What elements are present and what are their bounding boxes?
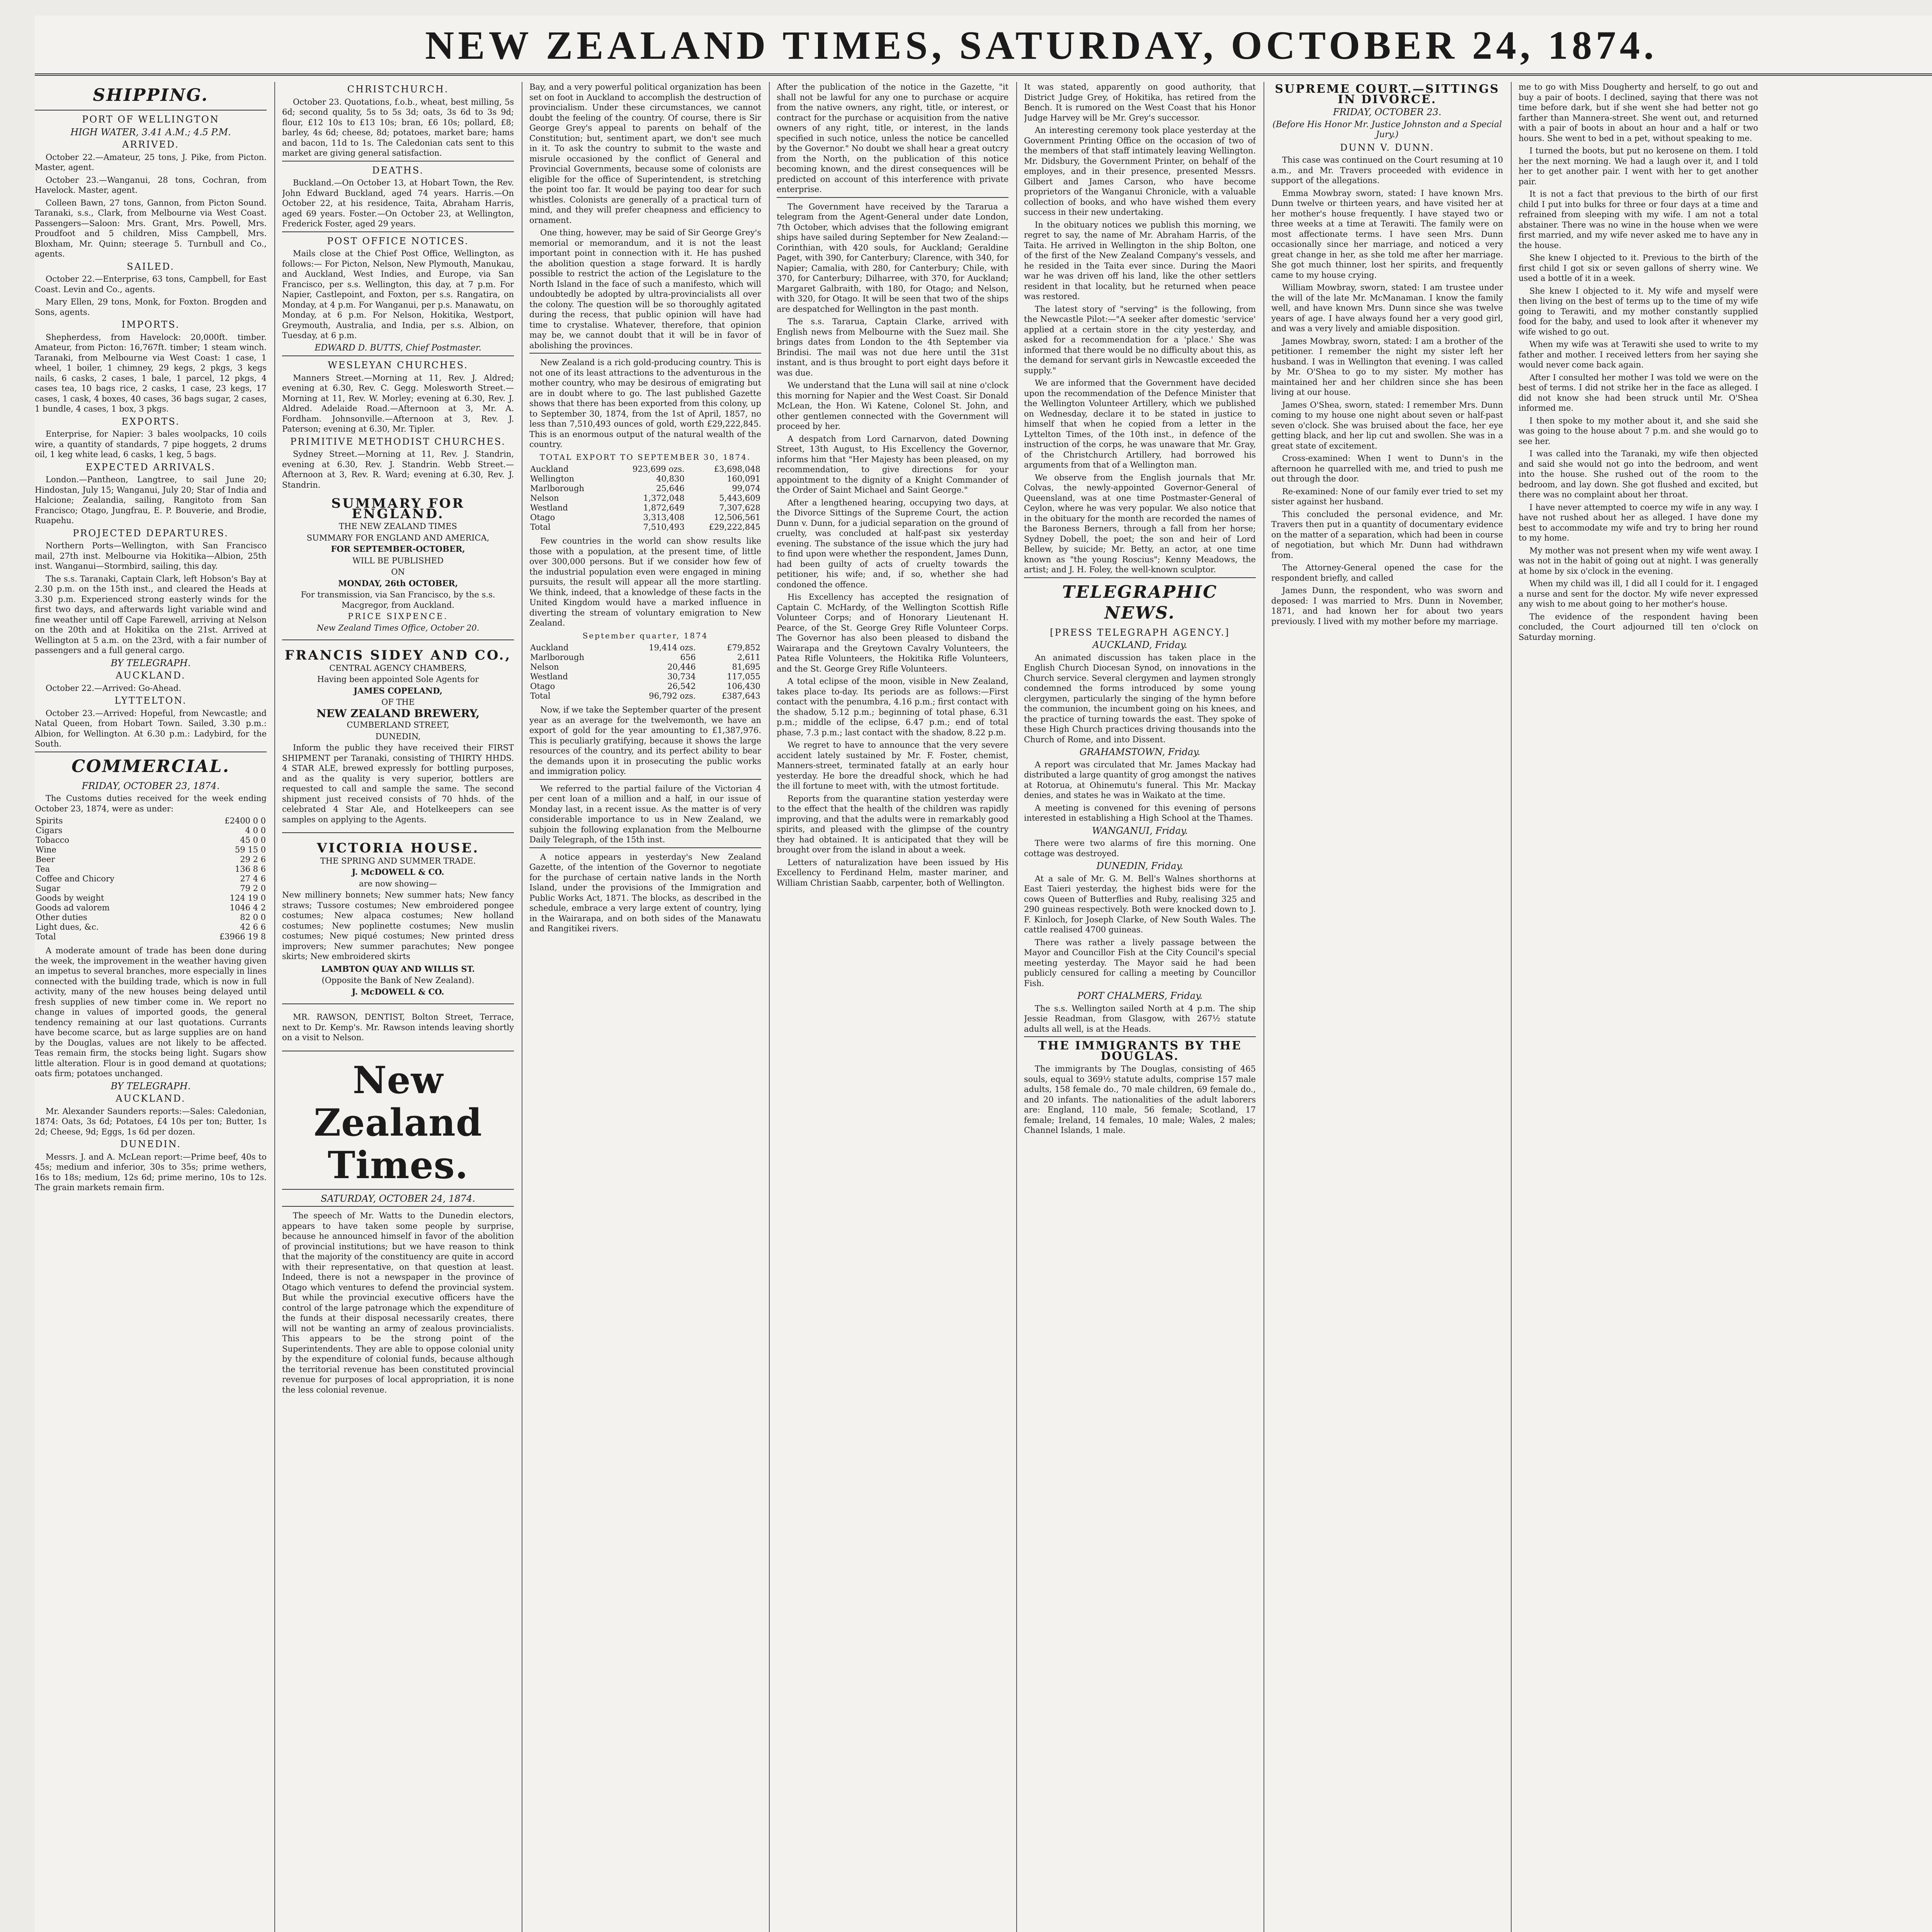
sailing: October 22.—Enterprise, 63 tons, Campbell, for East Coast. Levin and Co., agents.	[35, 274, 267, 294]
court-text: I then spoke to my mother about it, and she said she was going to the house about 7 p.m. and she would go to see her.	[1519, 416, 1758, 446]
table-value-cell: 30,734	[667, 672, 696, 681]
court-text: I turned the boots, but put no kerosene on them. I told her the next morning. We had a laugh over it, and I told her to get another pair. I went with her to get another pair.	[1519, 146, 1758, 186]
gold-row	[529, 474, 761, 484]
table-value-cell: 7,307,628	[719, 503, 760, 512]
table-value-cell: 82 0 0	[240, 913, 266, 922]
divider	[282, 231, 514, 232]
table-label-cell: Coffee and Chicory	[36, 874, 114, 883]
sidey-heading: FRANCIS SIDEY AND CO.,	[284, 648, 512, 663]
court-text: me to go with Miss Dougherty and herself, to go out and buy a pair of boots. I declined, saying that there was not time before dark, but if she went she had better not go farther than Mannera-street. She went out, and returned with a pair of boots in about an hour and a half or two hours. She went to bed in a pet, without speaking to me.	[1519, 82, 1758, 143]
column-4	[777, 82, 1009, 1932]
table-label-cell: Otago	[530, 513, 555, 522]
table-value-cell: 1,872,649	[643, 503, 685, 512]
imports-heading: IMPORTS.	[121, 319, 180, 330]
column-rule	[769, 82, 770, 1932]
duties-row	[35, 903, 267, 913]
immigrants-heading: THE IMMIGRANTS BY THE DOUGLAS.	[1038, 1039, 1242, 1063]
news-paragraph: Reports from the quarantine station yesterday were to the effect that the health of the children was rapidly improving, and that the adults were in remarkably good spirits, and pleased with the glimpse of the country they had obtained. It is anticipated that they will be brought over from the island in about a week.	[777, 794, 1009, 854]
commercial-heading: COMMERCIAL.	[71, 756, 230, 776]
sidey-line: JAMES COPELAND,	[354, 685, 442, 696]
table-value-cell: £3,698,048	[714, 464, 760, 474]
table-value-cell: £79,852	[727, 643, 760, 652]
table-value-cell: 79 2 0	[240, 884, 266, 893]
table-label-cell: Marlborough	[530, 653, 585, 662]
gold-row	[529, 513, 761, 522]
news-paragraph: After the publication of the notice in the Gazette, "it shall not be lawful for any one to purchase or acquire from the native owners, any right, title, or interest, or contract for the purchase or acquisition from the native owners of any right, title, or interest, in the lands specified in such notice, unless the notice be cancelled by the Governor." No doubt we shall hear a great outcry from the North, on the publication of this notice becoming known, and the direst consequences will be predicted on account of this interference with private enterprise.	[777, 82, 1009, 194]
shipping-narrative: The s.s. Taranaki, Captain Clark, left Hobson's Bay at 2.30 p.m. on the 15th inst., and cleared the Heads at 3.30 p.m. Experienced strong easterly winds for the first two days, and afterwards light variable wind and fine weather until off Cape Farewell, arriving at Nelson on the 20th and at Hokitika on the 21st. Arrived at Wellington at 5 a.m. on the 23rd, with a fair number of passengers and a full general cargo.	[35, 574, 267, 655]
quarter-row	[529, 672, 761, 682]
summary-line: For transmission, via San Francisco, by the s.s. Macgregor, from Auckland.	[301, 590, 495, 610]
divider	[282, 1206, 514, 1207]
shipping-heading: SHIPPING.	[93, 85, 209, 105]
news-paragraph: We observe from the English journals that Mr. Colvas, the newly-appointed Governor-General of Queensland, was at one time Postmaster-General of Ceylon, where he was very popular. We also notice that in the obituary for the month are recorded the names of the Baroness Berners, through a fall from her horse; Sydney Dobell, the poet; the son and heir of Lord Bellew, by suicide; Mr. Betty, an actor, at one time known as "the young Roscius"; Kenny Meadows, the artist; and J. H. Foley, the well-known sculptor.	[1024, 473, 1256, 574]
table-label-cell: Marlborough	[530, 484, 585, 493]
telegraph-heading-2: BY TELEGRAPH.	[111, 1080, 191, 1092]
duties-row	[35, 932, 267, 942]
table-value-cell: 3,313,408	[643, 513, 685, 522]
christchurch-heading: CHRISTCHURCH.	[347, 84, 449, 95]
duties-row	[35, 884, 267, 893]
commercial-intro: The Customs duties received for the week ending October 23, 1874, were as under:	[35, 794, 267, 813]
court-text: My mother was not present when my wife went away. I was not in the habit of going out at night. I was generally at home by six o'clock in the evening.	[1519, 546, 1758, 576]
court-date: FRIDAY, OCTOBER 23.	[1333, 107, 1442, 117]
sailing: Mary Ellen, 29 tons, Monk, for Foxton. Brogden and Sons, agents.	[35, 297, 267, 317]
table-label-cell: Westland	[530, 672, 568, 681]
court-text: James Mowbray, sworn, stated: I am a brother of the petitioner. I remember the night my sister left her husband. I was in Wellington that evening. I was called by Mr. O'Shea to go to my sister. My mother has maintained her and her children since she has been living at our house.	[1271, 336, 1503, 397]
table-label-cell: Total	[36, 932, 56, 941]
sidey-line: DUNEDIN,	[375, 731, 421, 741]
post-office-text: Mails close at the Chief Post Office, Wellington, as follows:— For Picton, Nelson, New Plymouth, Manukau, and Auckland, West Indies, and Europe, via San Francisco, per s.s. Wellington, this day, at 7 p.m. For Napier, Castlepoint, and Foxton, per s.s. Rangatira, on Monday, at 4 p.m. For Wanganui, per p.s. Manawatu, on Monday, at 6 p.m. For Nelson, Hokitika, Westport, Greymouth, Australia, and India, per s.s. Albion, on Tuesday, at 6 p.m.	[282, 249, 514, 340]
court-text: Cross-examined: When I went to Dunn's in the afternoon he quarrelled with me, and tried to push me out through the door.	[1271, 454, 1503, 483]
telegraphic-sub: [PRESS TELEGRAPH AGENCY.]	[1050, 627, 1230, 638]
projected-heading: PROJECTED DEPARTURES.	[73, 527, 229, 539]
court-text: The Attorney-General opened the case for the respondent briefly, and called	[1271, 563, 1503, 583]
quarter-row	[529, 662, 761, 672]
gold-row	[529, 493, 761, 503]
sidey-line: NEW ZEALAND BREWERY,	[316, 707, 480, 720]
victoria-line: J. McDOWELL & CO.	[352, 986, 444, 997]
telegraphic-text: At a sale of Mr. G. M. Bell's Walnes shorthorns at East Taieri yesterday, the highest bids were for the cows Queen of Butterflies and Ruby, realising 325 and 290 guineas respectively. Both were knocked down to J. F. Kinloch, for Joseph Clarke, of New South Wales. The cattle realised 4700 guineas.	[1024, 874, 1256, 934]
table-label-cell: Other duties	[36, 913, 87, 922]
sidey-line: OF THE	[381, 697, 415, 707]
telegraphic-text: There was rather a lively passage between the Mayor and Councillor Fish at the City Council's special meeting yesterday. The Mayor said he had been publicly censured for calling a meeting by Councillor Fish.	[1024, 937, 1256, 988]
court-text: When my child was ill, I did all I could for it. I engaged a nurse and sent for the doctor. My wife never expressed any wish to me about going to her mother's house.	[1519, 579, 1758, 609]
news-paragraph: An interesting ceremony took place yesterday at the Government Printing Office on the occasion of two of the members of that staff intimately leaving Wellington. Mr. Didsbury, the Government Printer, on behalf of the employes, and in their presence, presented Messrs. Gilbert and James Carson, who have become proprietors of the Wanganui Chronicle, with a valuable collection of books, and who have wished them every success in their new undertaking.	[1024, 126, 1256, 217]
table-value-cell: 19,414 ozs.	[649, 643, 696, 652]
court-text: I was called into the Taranaki, my wife then objected and said she would not go into the bedroom, and went into the house. She rushed out of the room to the bedroom, and lay down. She got flushed and excited, but there was no complaint about her throat.	[1519, 449, 1758, 499]
masthead	[35, 15, 1932, 76]
summary-line: New Zealand Times Office, October 20.	[316, 623, 480, 633]
table-label-cell: Total	[530, 691, 551, 701]
telegraphic-text: The s.s. Wellington sailed North at 4 p.m. The ship Jessie Readman, from Glasgow, with 267½ statute adults all well, is at the Heads.	[1024, 1003, 1256, 1034]
table-label-cell: Nelson	[530, 662, 559, 672]
deaths-text: Buckland.—On October 13, at Hobart Town, the Rev. John Edward Buckland, aged 74 years. Harris.—On October 22, at his residence, Taita, Abraham Harris, aged 69 years. Foster.—On October 23, at Wellington, Frederick Foster, aged 29 years.	[282, 178, 514, 228]
news-paragraph: Letters of naturalization have been issued by His Excellency to Ferdinand Helm, master mariner, and William Christian Saabb, carpenter, both of Wellington.	[777, 857, 1009, 888]
duties-row	[35, 816, 267, 826]
post-office-signature: EDWARD D. BUTTS, Chief Postmaster.	[315, 343, 481, 353]
dunedin-text: Messrs. J. and A. McLean report:—Prime beef, 40s to 45s; medium and inferior, 30s to 35s; prime wethers, 16s to 18s; medium, 12s 6d; prime merino, 10s to 12s. The grain markets remain firm.	[35, 1152, 267, 1192]
table-value-cell: 2,611	[737, 653, 760, 662]
court-heading: SUPREME COURT.—SITTINGS IN DIVORCE.	[1275, 82, 1500, 106]
commercial-text: A moderate amount of trade has been done during the week, the improvement in the weather having given an impetus to several branches, more especially in lines connected with the building trade, which is now in full activity, many of the new houses being delayed until fresh supplies of new timber come in. We report no change in values of imported goods, the general tendency remaining at our last quotations. Currants have become scarce, but as large supplies are on hand by the Douglas, values are not likely to be affected. Teas remain firm, the stocks being light. Sugars show little alteration. Flour is in good demand at quotations; oats firm; potatoes unchanged.	[35, 946, 267, 1078]
victoria-heading: VICTORIA HOUSE.	[316, 840, 480, 856]
masthead-title: NEW ZEALAND TIMES, SATURDAY, OCTOBER 24, 1874.	[425, 23, 1658, 68]
column-5	[1024, 82, 1256, 1932]
exports-text: Enterprise, for Napier: 3 bales woolpacks, 10 coils wire, a quantity of standards, 7 pipe hoggets, 2 drums oil, 1 keg white lead, 6 casks, 1 keg, 5 bags.	[35, 429, 267, 459]
sailed-heading: SAILED.	[127, 261, 175, 272]
court-text: When my wife was at Terawiti she used to write to my father and mother. I received letters from her saying she would never come back again.	[1519, 340, 1758, 369]
divider	[529, 353, 761, 354]
arrival: October 22.—Amateur, 25 tons, J. Pike, from Picton. Master, agent.	[35, 152, 267, 172]
gold-row	[529, 464, 761, 474]
news-paragraph: The Government have received by the Tararua a telegram from the Agent-General under date London, 7th October, which advises that the following emigrant ships have sailed during September for New Zealand:—Corinthian, with 420 souls, for Auckland; Geraldine Paget, with 390, for Canterbury; Clarence, with 340, for Napier; Camalia, with 280, for Canterbury; Chile, with 370, for Canterbury; Dilharree, with 370, for Auckland; Margaret Galbraith, with 180, for Otago; and Nelson, with 320, for Otago. It will be seen that two of the ships are despatched for Wellington in the past month.	[777, 202, 1009, 314]
table-label-cell: Cigars	[36, 826, 63, 835]
telegraphic-dateline: GRAHAMSTOWN, Friday.	[1079, 747, 1201, 757]
summary-line: MONDAY, 26th OCTOBER,	[338, 578, 458, 588]
table-value-cell: 99,074	[732, 484, 760, 493]
news-paragraph: We understand that the Luna will sail at nine o'clock this morning for Napier and the West Coast. Sir Donald McLean, the Hon. Wi Katene, Colonel St. John, and other gentlemen connected with the Government will proceed by her.	[777, 381, 1009, 431]
table-value-cell: 106,430	[727, 682, 760, 691]
sidey-line: CUMBERLAND STREET,	[347, 720, 449, 730]
expected-heading: EXPECTED ARRIVALS.	[85, 461, 216, 473]
column-6	[1271, 82, 1503, 1932]
divider	[1024, 577, 1256, 578]
victoria-list: New millinery bonnets; New summer hats; New fancy straws; Tussore costumes; New embroidered pongee costumes; New alpaca costumes; New holland costumes; New poplinette costumes; New muslin costumes; New piqué costumes; New printed dress improvers; New summer parachutes; New pongee skirts; New embroidered skirts	[282, 890, 514, 961]
duties-row	[35, 922, 267, 932]
wesleyan-heading: WESLEYAN CHURCHES.	[328, 360, 468, 371]
duties-row	[35, 874, 267, 884]
table-label-cell: Beer	[36, 855, 55, 864]
gold-export-table	[529, 464, 761, 532]
telegraphic-text: A report was circulated that Mr. James Mackay had distributed a large quantity of grog amongst the natives at Rotorua, at Ohinemutu's funeral. This Mr. Mackay denies, and states he was in Waikato at the time.	[1024, 760, 1256, 800]
deaths-heading: DEATHS.	[372, 165, 424, 176]
quarter-row	[529, 691, 761, 701]
quarter-row	[529, 682, 761, 691]
table-value-cell: 25,646	[656, 484, 685, 493]
editorial-text: The speech of Mr. Watts to the Dunedin electors, appears to have taken some people by surprise, because he announced himself in favor of the abolition of provincial institutions; but we have reason to think that the majority of the constituency are quite in accord with their representative, on that question at least. Indeed, there is not a newspaper in the province of Otago which ventures to defend the provincial system. But while the provincial executive officers have the control of the large patronage which the expenditure of the funds at their disposal necessarily creates, there will not be wanting an army of zealous provincialists. This appears to be the strong point of the Superintendents. They are able to oppose colonial unity by the expenditure of colonial funds, because although the territorial revenue has been constituted provincial revenue for purposes of local appropriation, it is none the less colonial revenue.	[282, 1211, 514, 1395]
summary-price: PRICE SIXPENCE.	[348, 612, 448, 621]
news-paragraph: It was stated, apparently on good authority, that District Judge Grey, of Hokitika, has retired from the Bench. It is rumored on the West Coast that his Honor Judge Harvey will be Mr. Grey's successor.	[1024, 82, 1256, 122]
table-value-cell: 117,055	[727, 672, 760, 681]
table-value-cell: 42 6 6	[240, 922, 266, 932]
victoria-line: are now showing—	[359, 879, 437, 888]
table-value-cell: 160,091	[727, 474, 760, 483]
rawson-text: MR. RAWSON, DENTIST, Bolton Street, Terrace, next to Dr. Kemp's. Mr. Rawson intends leaving shortly on a visit to Nelson.	[282, 1012, 514, 1042]
divider	[35, 110, 267, 111]
table-label-cell: Sugar	[36, 884, 60, 893]
lyttelton-text: October 23.—Arrived: Hopeful, from Newcastle; and Natal Queen, from Hobart Town. Sailed, 3.30 p.m.: Albion, for Wellington. At 6.30 p.m.: Ladybird, for the South.	[35, 708, 267, 748]
duties-table	[35, 816, 267, 942]
table-value-cell: £2400 0 0	[224, 816, 266, 825]
summary-line: THE NEW ZEALAND TIMES	[339, 522, 457, 531]
table-value-cell: 59 15 0	[235, 845, 266, 854]
columns	[35, 82, 1932, 1932]
column-rule	[1511, 82, 1512, 1932]
auckland-market-text: Mr. Alexander Saunders reports:—Sales: Caledonian, 1874: Oats, 3s 6d; Potatoes, £4 10s per ton; Butter, 1s 2d; Cheese, 9d; Eggs, 1s 6d per dozen.	[35, 1106, 267, 1136]
court-text: William Mowbray, sworn, stated: I am trustee under the will of the late Mr. McManaman. I know the family well, and have known Mrs. Dunn since she was twelve years of age. I have always found her a very good girl, and was a very lively and amiable disposition.	[1271, 283, 1503, 333]
column-3	[529, 82, 761, 1932]
commercial-date: FRIDAY, OCTOBER 23, 1874.	[82, 780, 220, 791]
court-text: After I consulted her mother I was told we were on the best of terms. I did not strike her in the face as alleged. I did not know she had been struck until Mr. O'Shea informed me.	[1519, 372, 1758, 413]
telegraphic-dateline: WANGANUI, Friday.	[1092, 825, 1188, 836]
table-label-cell: Auckland	[530, 464, 569, 474]
telegraphic-dateline: AUCKLAND, Friday.	[1092, 639, 1187, 650]
telegraphic-dateline: PORT CHALMERS, Friday.	[1077, 990, 1203, 1001]
table-label-cell: Total	[530, 522, 551, 532]
court-text: It is not a fact that previous to the birth of our first child I put into bulks for three or four days at a time and refrained from sleeping with my wife. I am not a total abstainer. There was no wine in the house when we were first married, and my wife never asked me to have any in the house.	[1519, 189, 1758, 250]
editorial-text: Few countries in the world can show results like those with a population, at the present time, of little over 300,000 persons. But if we consider how few of the industrial population even were engaged in mining pursuits, the result will appear all the more startling. We think, indeed, that a knowledge of these facts in the United Kingdom would have a marked influence in diverting the stream of voluntary emigration to New Zealand.	[529, 536, 761, 628]
divider	[529, 847, 761, 848]
court-text: Emma Mowbray sworn, stated: I have known Mrs. Dunn twelve or thirteen years, and have visited her at her mother's house frequently. I have stayed two or three weeks at a time at Terawiti. The family were on most affectionate terms. I have seen Mrs. Dunn occasionally since her marriage, and noticed a very great change in her, as she told me after her marriage. She got much thinner, lost her spirits, and frequently came to my house crying.	[1271, 188, 1503, 280]
exports-heading: EXPORTS.	[121, 416, 180, 427]
table-label-cell: Nelson	[530, 493, 559, 503]
court-text: Re-examined: None of our family ever tried to set my sister against her husband.	[1271, 486, 1503, 506]
auckland-heading-2: AUCKLAND.	[116, 1093, 186, 1104]
table-label-cell: Wellington	[530, 474, 575, 483]
port-heading: PORT OF WELLINGTON	[82, 114, 219, 125]
table-label-cell: Goods by weight	[36, 893, 104, 903]
victoria-line: (Opposite the Bank of New Zealand).	[321, 976, 474, 985]
primitive-heading: PRIMITIVE METHODIST CHURCHES.	[290, 436, 506, 447]
summary-heading: SUMMARY FOR ENGLAND.	[331, 496, 465, 522]
editorial-text: One thing, however, may be said of Sir George Grey's memorial or memorandum, and it is not the least important point in connection with it. He has pushed the abolition question a stage forward. It is hardly possible to restrict the action of the Legislature to the North Island in the face of such a manifesto, which will undoubtedly be adopted by ultra-provincialists all over the colony. The question will be so thoroughly agitated during the recess, that public opinion will have had time to crystalise. Whatever, therefore, that opinion may be, we cannot doubt that it will be in favor of abolishing the provinces.	[529, 228, 761, 350]
table-value-cell: 81,695	[732, 662, 760, 672]
summary-line: FOR SEPTEMBER-OCTOBER,	[331, 544, 465, 554]
victoria-line: THE SPRING AND SUMMER TRADE.	[320, 856, 476, 866]
news-paragraph: A total eclipse of the moon, visible in New Zealand, takes place to-day. Its periods are as follows:—First contact with the penumbra, 4.16 p.m.; first contact with the shadow, 5.12 p.m.; beginning of total phase, 6.31 p.m.; middle of the eclipse, 6.47 p.m.; end of total phase, 7.3 p.m.; last contact with the shadow, 8.22 p.m.	[777, 677, 1009, 737]
sidey-advert	[282, 644, 514, 833]
table-value-cell: 124 19 0	[230, 893, 266, 903]
quarter-row	[529, 653, 761, 662]
summary-advert	[282, 492, 514, 640]
table-label-cell: Tea	[36, 864, 50, 874]
table-label-cell: Otago	[530, 682, 555, 691]
duties-row	[35, 864, 267, 874]
table-value-cell: 1046 4 2	[230, 903, 266, 912]
column-2	[282, 82, 514, 1932]
editorial-text: Now, if we take the September quarter of the present year as an average for the twelvemonth, we have an export of gold for the year amounting to £1,387,976. This is peculiarly gratifying, because it shows the large resources of the country, and its perfect ability to bear the demands upon it in prosecuting the public works and immigration policy.	[529, 705, 761, 776]
duties-row	[35, 826, 267, 835]
table-value-cell: 12,506,561	[714, 513, 760, 522]
table-value-cell: 96,792 ozs.	[649, 691, 696, 701]
summary-line: ON	[391, 567, 405, 577]
arrival: Colleen Bawn, 27 tons, Gannon, from Picton Sound. Taranaki, s.s., Clark, from Melbourne via West Coast. Passengers—Saloon: Mrs. Grant, Mrs. Powell, Mrs. Proudfoot and 5 children, Miss Campbell, Mrs. Bloxham, Mr. Quinn; steerage 5. Turnbull and Co., agents.	[35, 198, 267, 259]
projected-text: Northern Ports—Wellington, with San Francisco mail, 27th inst. Melbourne via Hokitika—Albion, 25th inst. Wanganui—Stormbird, sailing, this day.	[35, 541, 267, 571]
sidey-line: Having been appointed Sole Agents for	[317, 675, 479, 684]
court-text: She knew I objected to it. Previous to the birth of the first child I got six or seven gallons of sherry wine. We used a bottle of it in a week.	[1519, 253, 1758, 283]
table-label-cell: Wine	[36, 845, 56, 854]
telegraphic-text: There were two alarms of fire this morning. One cottage was destroyed.	[1024, 838, 1256, 858]
court-text: James Dunn, the respondent, who was sworn and deposed: I was married to Mrs. Dunn in November, 1871, and had known her for about two years previously. I lived with my mother before my marriage.	[1271, 586, 1503, 626]
nameplate: New Zealand Times.	[314, 1058, 482, 1187]
news-paragraph: After a lengthened hearing, occupying two days, at the Divorce Sittings of the Supreme Court, the action Dunn v. Dunn, for a judicial separation on the ground of cruelty, was concluded at half-past six yesterday evening. The substance of the issue which the jury had to find upon were whether the respondent, James Dunn, had been guilty of acts of cruelty towards the petitioner, his wife; and, if so, whether she had condoned the offence.	[777, 498, 1009, 589]
table-label-cell: Goods ad valorem	[36, 903, 110, 912]
column-rule	[274, 82, 275, 1932]
primitive-text: Sydney Street.—Morning at 11, Rev. J. Standrin, evening at 6.30, Rev. J. Standrin. Webb Street.—Afternoon at 3, Rev. R. Ward; evening at 6.30, Rev. J. Standrin.	[282, 449, 514, 490]
rawson-advert	[282, 1008, 514, 1051]
duties-row	[35, 845, 267, 855]
duties-row	[35, 855, 267, 864]
telegraph-heading: BY TELEGRAPH.	[111, 657, 191, 668]
christchurch-text: October 23. Quotations, f.o.b., wheat, best milling, 5s 6d; second quality, 5s to 5s 3d; oats, 3s 6d to 3s 9d; flour, £12 10s to £13 10s; bran, £6 10s; pollard, £8; barley, 4s 6d; cheese, 8d; potatoes, market bare; hams and bacon, 11d to 1s. The Caledonian cats sent to this market are giving general satisfaction.	[282, 97, 514, 158]
gold-row	[529, 503, 761, 513]
expected-text: London.—Pantheon, Langtree, to sail June 20; Hindostan, July 15; Wanganui, July 20; Star of India and Halcione; Zealandia, sailing, Rangitoto from San Francisco; Otago, Jungfrau, E. P. Bouverie, and Brodie, Ruapehu.	[35, 475, 267, 525]
telegraphic-text: A meeting is convened for this evening of persons interested in establishing a High School at the Thames.	[1024, 803, 1256, 823]
news-paragraph: His Excellency has accepted the resignation of Captain C. McHardy, of the Wellington Scottish Rifle Volunteer Corps; and of Honorary Lieutenant H. Pearce, of the St. George Grey Rifle Volunteer Corps. The Governor has also been pleased to disband the Wairarapa and the Greytown Cavalry Volunteers, the Patea Rifle Volunteers, the Hokitika Rifle Volunteers, and the St. George Grey Rifle Volunteers.	[777, 592, 1009, 673]
editorial-dateline: SATURDAY, OCTOBER 24, 1874.	[321, 1193, 475, 1204]
telegraphic-heading: TELEGRAPHIC NEWS.	[1062, 582, 1218, 623]
post-office-heading: POST OFFICE NOTICES.	[327, 235, 469, 247]
summary-line: WILL BE PUBLISHED	[352, 556, 444, 565]
column-1	[35, 82, 267, 1932]
quarter-export-table	[529, 643, 761, 701]
wesleyan-text: Manners Street.—Morning at 11, Rev. J. Aldred; evening at 6.30, Rev. C. Gegg. Molesworth Street.—Morning at 11, Rev. W. Morley; evening at 6.30, Rev. J. Aldred. Adelaide Road.—Afternoon at 3, Mr. A. Fordham. Johnsonville.—Afternoon at 3, Rev. J. Paterson; evening at 6.30, Mr. Tipler.	[282, 373, 514, 434]
imports-text: Shepherdess, from Havelock: 20,000ft. timber. Amateur, from Picton: 16,767ft. timber; 1 steam winch. Taranaki, from Melbourne via West Coast: 1 case, 1 wheel, 1 boiler, 1 chimney, 29 kegs, 2 pkgs, 3 kegs nails, 6 casks, 2 cases, 1 bale, 1 parcel, 12 pkgs, 4 cases tea, 10 bags rice, 2 casks, 1 case, 23 kegs, 17 cases, 1 cask, 4 boxes, 40 cases, 36 bags sugar, 2 cases, 1 bundle, 4 cases, 1 box, 3 pkgs.	[35, 332, 267, 413]
divider	[529, 779, 761, 780]
sidey-text: Inform the public they have received their FIRST SHIPMENT per Taranaki, consisting of THIRTY HHDS. 4 STAR ALE, brewed expressly for bottling purposes, and as the quality is very superior, bottlers are requested to call and sample the same. The second shipment just received consists of 70 hhds. of the celebrated 4 Star Ale, and Hotelkeepers can see samples on applying to the Agents.	[282, 743, 514, 824]
gold-row	[529, 522, 761, 532]
divider	[282, 1189, 514, 1190]
telegraphic-text: An animated discussion has taken place in the English Church Diocesan Synod, on innovations in the Church service. Several clergymen and laymen strongly condemned the forms introduced by some young clergymen, particularly the singing of the hymn before the communion, the incumbent going on his knees, and the practice of turning towards the east. They spoke of these High Church practices driving thousands into the Church of Rome, and into Dissent.	[1024, 653, 1256, 744]
arrived-heading: ARRIVED.	[122, 139, 179, 150]
victoria-line: J. McDOWELL & CO.	[352, 867, 444, 877]
gold-table-heading: TOTAL EXPORT TO SEPTEMBER 30, 1874.	[539, 452, 751, 462]
table-value-cell: 4 0 0	[245, 826, 266, 835]
divider	[282, 355, 514, 356]
table-value-cell: 29 2 6	[240, 855, 266, 864]
news-paragraph: A despatch from Lord Carnarvon, dated Downing Street, 13th August, to His Excellency the Governor, informs him that "Her Majesty has been pleased, on my recommendation, to give directions for your appointment to the dignity of a Knight Commander of the Order of Saint Michael and Saint George."	[777, 434, 1009, 495]
table-value-cell: £29,222,845	[709, 522, 760, 532]
table-label-cell: Westland	[530, 503, 568, 512]
victoria-advert	[282, 837, 514, 1004]
telegraphic-dateline: DUNEDIN, Friday.	[1096, 861, 1184, 871]
table-value-cell: 656	[680, 653, 696, 662]
column-rule	[1016, 82, 1017, 1932]
victoria-line: LAMBTON QUAY AND WILLIS ST.	[321, 964, 475, 974]
table-label-cell: Spirits	[36, 816, 63, 825]
gold-row	[529, 484, 761, 493]
editorial-text: We referred to the partial failure of the Victorian 4 per cent loan of a million and a half, in our issue of Monday last, in a recent issue. As the matter is of very considerable importance to us in New Zealand, we subjoin the following explanation from the Melbourne Daily Telegraph, of the 15th inst.	[529, 784, 761, 844]
court-text: I have never attempted to coerce my wife in any way. I have not rushed about her as alleged. I have done my best to accommodate my wife and try to bring her round to my home.	[1519, 502, 1758, 543]
table-value-cell: 5,443,609	[719, 493, 760, 503]
duties-row	[35, 913, 267, 922]
table-label-cell: Light dues, &c.	[36, 922, 99, 932]
news-paragraph: We regret to have to announce that the very severe accident lately sustained by Mr. F. Foster, chemist, Manners-street, terminated fatally at an early hour yesterday. He bore the dreadful shock, which he had the ill fortune to meet with, with the utmost fortitude.	[777, 740, 1009, 791]
duties-row	[35, 893, 267, 903]
table-value-cell: 27 4 6	[240, 874, 266, 883]
quarter-table-heading: September quarter, 1874	[582, 631, 708, 640]
table-value-cell: 136 8 6	[235, 864, 266, 874]
divider	[282, 161, 514, 162]
column-7	[1519, 82, 1758, 1932]
lyttelton-heading: LYTTELTON.	[114, 695, 187, 706]
court-text: This concluded the personal evidence, and Mr. Travers then put in a quantity of documentary evidence on the matter of a separation, which had been in course of negotiation, but which Mr. Dunn had withdrawn from.	[1271, 509, 1503, 560]
editorial-text: Bay, and a very powerful political organization has been set on foot in Auckland to accomplish the destruction of provincialism. Under these circumstances, we cannot doubt the feeling of the country. Of course, there is Sir George Grey's appeal to parents on behalf of the Constitution; but, sentiment apart, we don't see much in it. To ask the country to submit to the waste and misrule occasioned by the conflict of General and Provincial Governments, because some of colonists are eligible for the office of Superintendent, is stretching the point too far. It would be paying too dear for such whistles. Colonists are generally of a practical turn of mind, and they will prefer cheapness and efficiency to ornament.	[529, 82, 761, 225]
immigrants-text: The immigrants by The Douglas, consisting of 465 souls, equal to 369½ statute adults, comprise 157 male adults, 158 female do., 70 male children, 69 female do., and 20 infants. The nationalities of the adult laborers are: England, 110 male, 56 female; Scotland, 17 female; Ireland, 14 females, 10 male; Wales, 2 males; Channel Islands, 1 male.	[1024, 1064, 1256, 1135]
newspaper-page	[35, 15, 1932, 1932]
court-bench: (Before His Honor Mr. Justice Johnston and a Special Jury.)	[1272, 119, 1502, 139]
dunedin-heading: DUNEDIN.	[120, 1139, 181, 1150]
arrival: October 23.—Wanganui, 28 tons, Cochran, from Havelock. Master, agent.	[35, 175, 267, 195]
quarter-row	[529, 643, 761, 653]
table-label-cell: Auckland	[530, 643, 569, 652]
auckland-heading: AUCKLAND.	[116, 670, 186, 681]
editorial-text: New Zealand is a rich gold-producing country. This is not one of its least attractions to the adventurous in the mother country, who may be desirous of emigrating but are in doubt where to go. The last published Gazette shows that there has been exported from this colony, up to September 30, 1874, from the 1st of April, 1857, no less than 7,510,493 ounces of gold, worth £29,222,845. This is an enormous output of the natural wealth of the country.	[529, 358, 761, 449]
table-value-cell: 923,699 ozs.	[632, 464, 685, 474]
news-paragraph: The latest story of "serving" is the following, from the Newcastle Pilot:—"A seeker after domestic 'service' applied at a certain store in the city yesterday, and asked for a recommendation for a 'place.' She was informed that there would be no difficulty about this, as the demand for servant girls in Newcastle exceeded the supply."	[1024, 304, 1256, 375]
sidey-line: CENTRAL AGENCY CHAMBERS,	[329, 663, 467, 673]
editorial-text: A notice appears in yesterday's New Zealand Gazette, of the intention of the Governor to negotiate for the purchase of certain native lands in the North Island, under the provisions of the Immigration and Public Works Act, 1871. The blocks, as described in the schedule, embrace a very large extent of country, lying in the Wairarapa, and on both sides of the Manawatu and Rangitikei rivers.	[529, 852, 761, 933]
court-case: DUNN V. DUNN.	[1340, 142, 1435, 153]
court-text: She knew I objected to it. My wife and myself were then living on the best of terms up to the time of my wife going to Terawiti, and my mother constantly supplied food for the baby, and used to look after it whenever my wife wished to go out.	[1519, 286, 1758, 337]
auckland-text: October 22.—Arrived: Go-Ahead.	[46, 683, 181, 693]
divider	[777, 197, 1009, 198]
news-paragraph: In the obituary notices we publish this morning, we regret to say, the name of Mr. Abraham Harris, of the Taita. He arrived in Wellington in the ship Bolton, one of the first of the New Zealand Company's vessels, and he resided in the Taita ever since. During the Maori war he was driven off his land, like the other settlers resident in that locality, but he returned when peace was restored.	[1024, 220, 1256, 301]
table-value-cell: 1,372,048	[643, 493, 685, 503]
table-value-cell: 26,542	[667, 682, 696, 691]
table-value-cell: 40,830	[656, 474, 685, 483]
summary-line: SUMMARY FOR ENGLAND AND AMERICA,	[306, 533, 490, 543]
news-paragraph: We are informed that the Government have decided upon the recommendation of the Defence Minister that the Wellington Volunteer Artillery, which we published on Wednesday, declare it to be stated in justice to himself that when he copied from a letter in the Lyttelton Times, of the 10th inst., in defence of the instruction of the corps, he was unaware that Mr. Gray, of the Christchurch Artillery, had borrowed his arguments from that of a Wellington man.	[1024, 378, 1256, 469]
table-value-cell: 7,510,493	[643, 522, 685, 532]
duties-row	[35, 835, 267, 845]
court-text: This case was continued on the Court resuming at 10 a.m., and Mr. Travers proceeded with evidence in support of the allegations.	[1271, 155, 1503, 185]
news-paragraph: The s.s. Tararua, Captain Clarke, arrived with English news from Melbourne with the Suez mail. She brings dates from London to the 4th September via Brindisi. The mail was not due here until the 31st instant, and is thus brought to port eight days before it was due.	[777, 317, 1009, 378]
high-water: HIGH WATER, 3.41 A.M.; 4.5 P.M.	[70, 126, 231, 138]
table-value-cell: £387,643	[721, 691, 760, 701]
table-value-cell: 45 0 0	[240, 835, 266, 845]
table-label-cell: Tobacco	[36, 835, 70, 845]
table-value-cell: £3966 19 8	[219, 932, 266, 941]
table-value-cell: 20,446	[667, 662, 696, 672]
court-text: James O'Shea, sworn, stated: I remember Mrs. Dunn coming to my house one night about seven or half-past seven o'clock. She was bruised about the face, her eye getting black, and her lip cut and swollen. She was in a great state of excitement.	[1271, 400, 1503, 451]
divider	[1024, 1036, 1256, 1037]
court-text: The evidence of the respondent having been concluded, the Court adjourned till ten o'clock on Saturday morning.	[1519, 612, 1758, 642]
